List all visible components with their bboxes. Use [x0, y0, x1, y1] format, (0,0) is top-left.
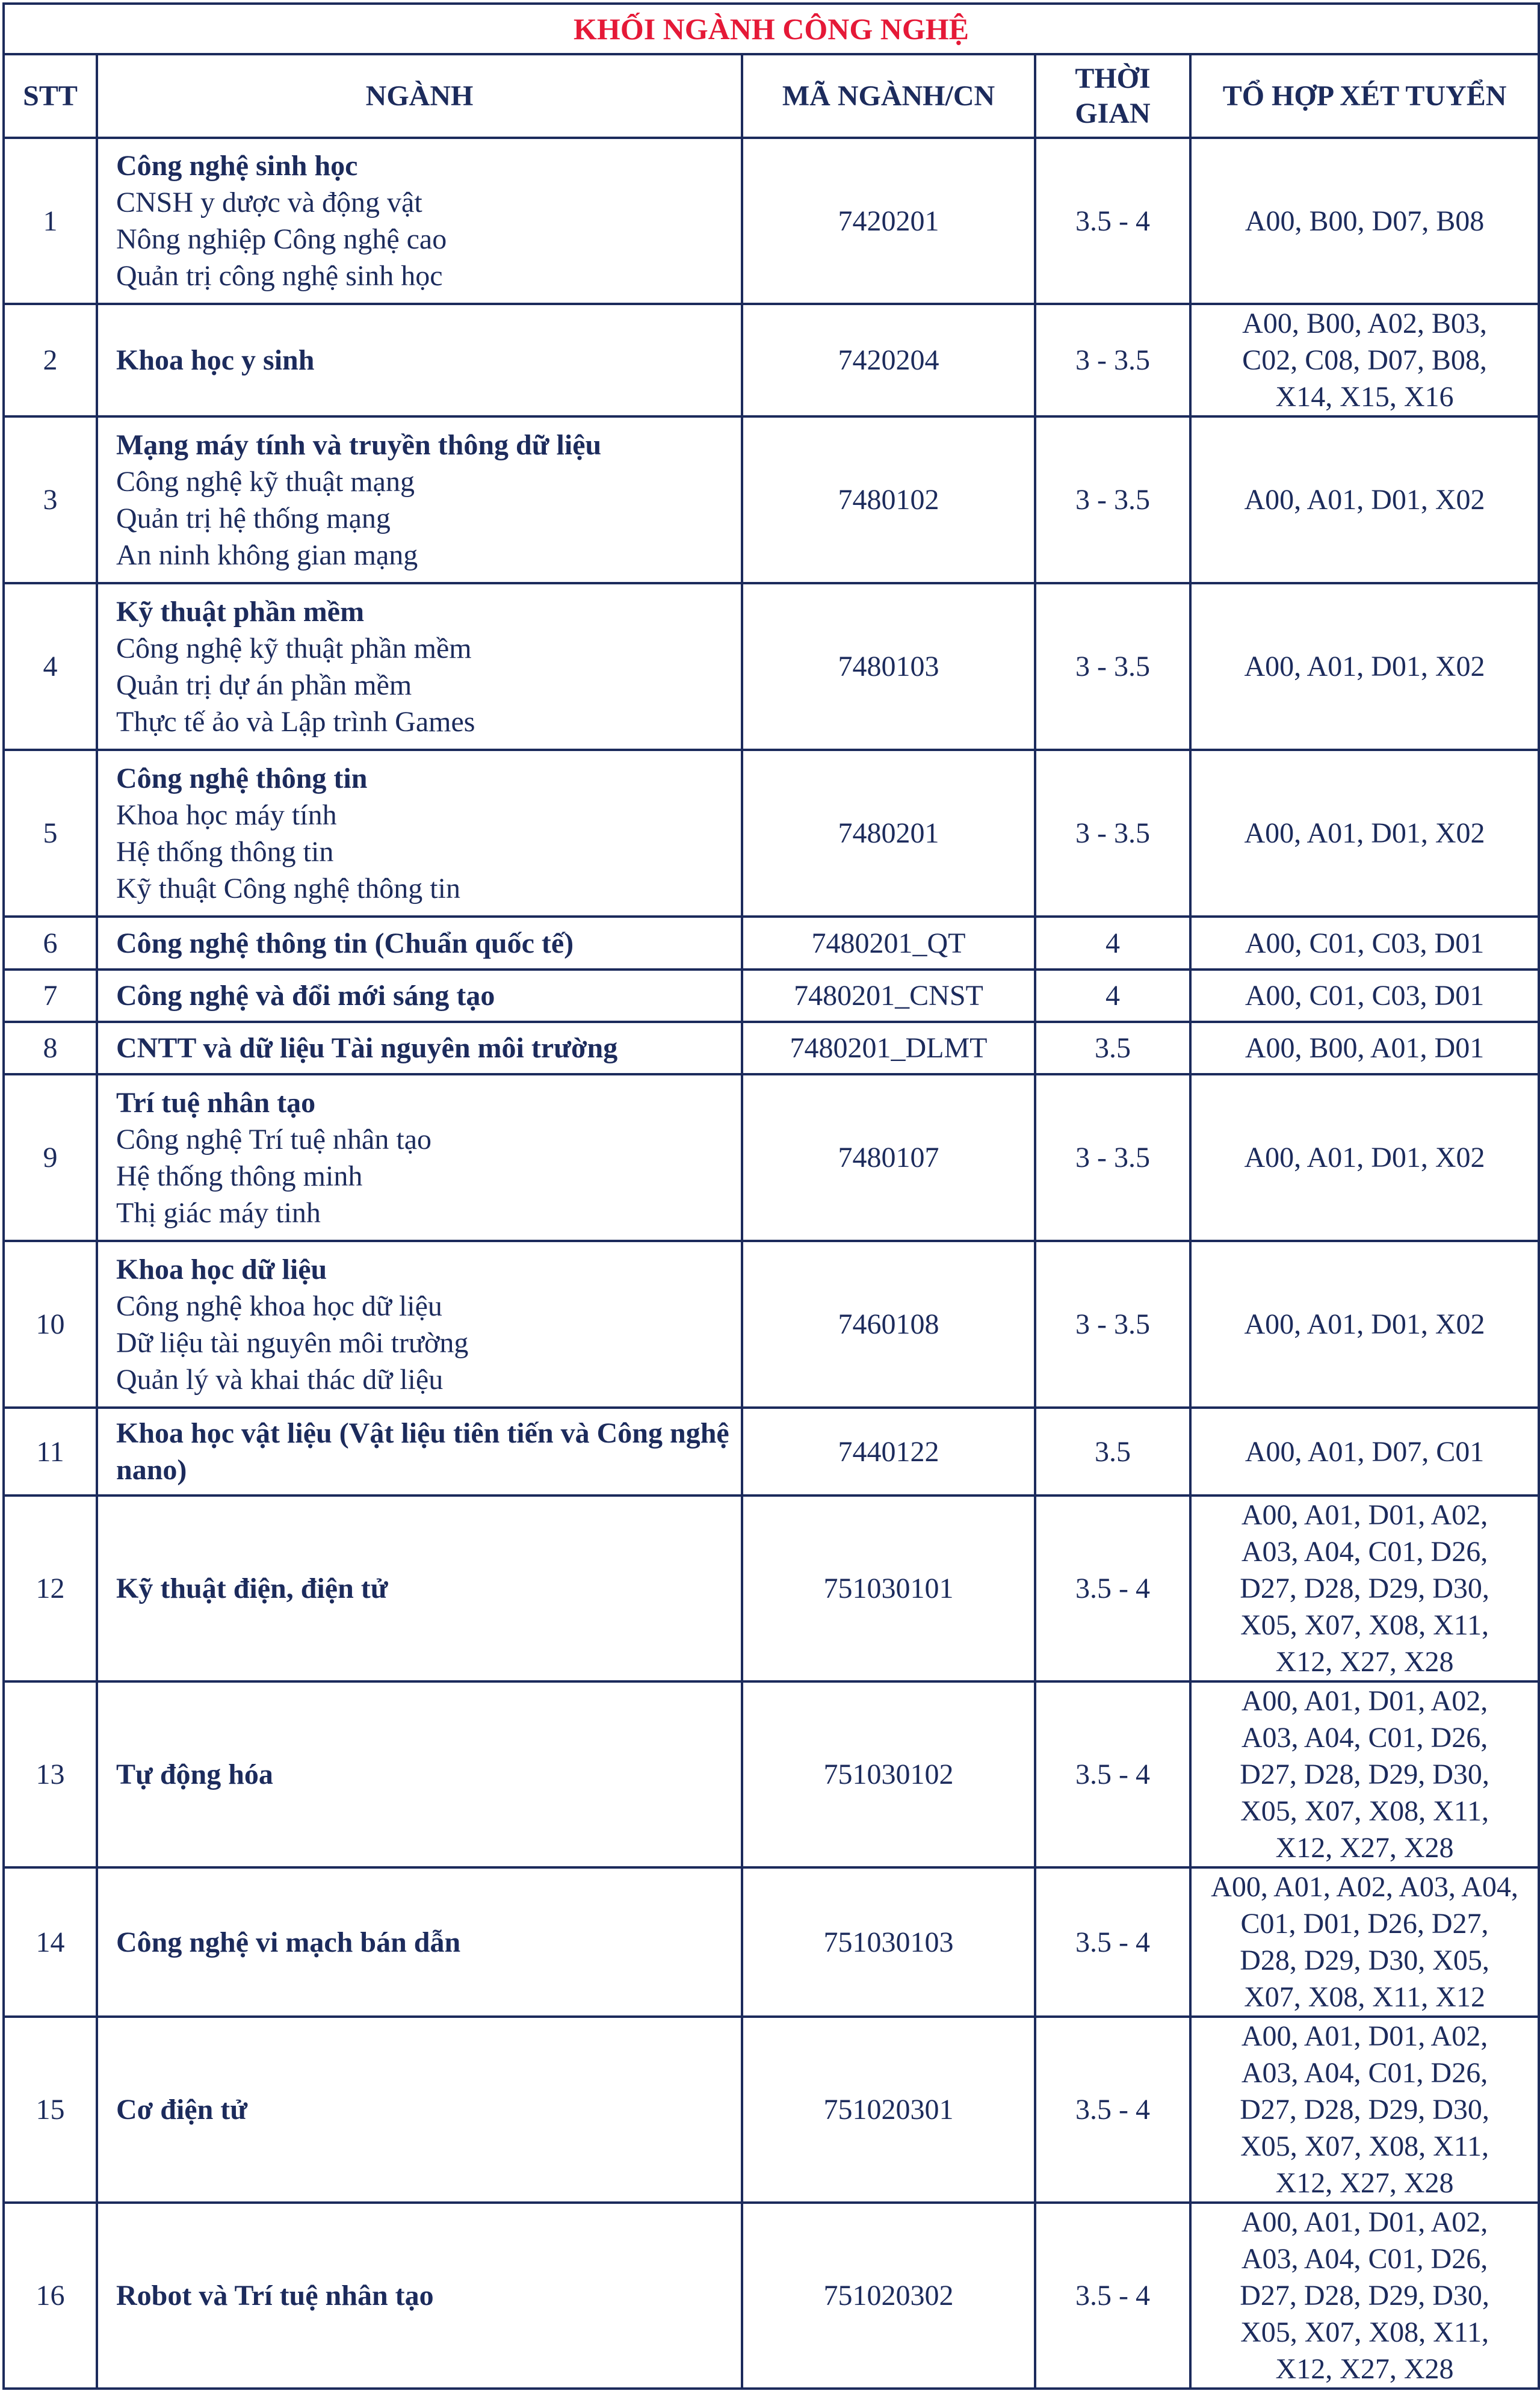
to-hop-line: A00, B00, A01, D01	[1245, 1032, 1485, 1064]
to-hop-line: D28, D29, D30, X05,	[1240, 1944, 1489, 1976]
header-thoi-gian	[1035, 54, 1190, 138]
cell-nganh	[97, 1022, 742, 1074]
nganh-specialization: Công nghệ khoa học dữ liệu	[116, 1290, 442, 1322]
cell-stt: 15	[4, 2017, 97, 2203]
cell-nganh	[97, 750, 742, 917]
header-to-hop: TỔ HỢP XÉT TUYỂN	[1190, 54, 1539, 138]
to-hop-line: C01, D01, D26, D27,	[1240, 1908, 1489, 1940]
nganh-title: Khoa học y sinh	[116, 344, 315, 376]
to-hop-line: D27, D28, D29, D30,	[1240, 1573, 1489, 1604]
cell-thoi-gian: 3.5 - 4	[1035, 138, 1190, 304]
cell-nganh	[97, 583, 742, 750]
cell-nganh	[97, 970, 742, 1022]
to-hop-line: X05, X07, X08, X11,	[1240, 2130, 1489, 2162]
table-row	[4, 1022, 1539, 1074]
table-body	[4, 138, 1539, 2389]
cell-to-hop	[1190, 1867, 1539, 2017]
cell-stt: 9	[4, 1074, 97, 1241]
nganh-title: Mạng máy tính và truyền thông dữ liệu	[116, 428, 602, 461]
to-hop-line: A00, A01, D07, C01	[1245, 1435, 1485, 1468]
admission-table	[2, 2, 1540, 2390]
nganh-specialization: Quản trị hệ thống mạng	[116, 502, 391, 534]
cell-thoi-gian: 3 - 3.5	[1035, 304, 1190, 416]
cell-nganh	[97, 416, 742, 583]
nganh-title: Khoa học dữ liệu	[116, 1253, 327, 1285]
cell-thoi-gian: 3 - 3.5	[1035, 1241, 1190, 1408]
nganh-specialization: Quản lý và khai thác dữ liệu	[116, 1363, 444, 1396]
cell-stt: 12	[4, 1496, 97, 1681]
to-hop-line: A00, A01, D01, X02	[1244, 817, 1485, 849]
to-hop-line: X05, X07, X08, X11,	[1240, 2316, 1489, 2348]
cell-ma-nganh: 751020302	[742, 2203, 1035, 2389]
cell-to-hop	[1190, 1681, 1539, 1867]
cell-to-hop	[1190, 2017, 1539, 2203]
nganh-specialization: Hệ thống thông tin	[116, 835, 334, 868]
cell-nganh	[97, 1074, 742, 1241]
to-hop-line: X12, X27, X28	[1275, 2167, 1454, 2199]
to-hop-line: A00, A01, A02, A03, A04,	[1211, 1871, 1518, 1903]
cell-nganh	[97, 917, 742, 970]
table-row	[4, 2203, 1539, 2389]
cell-stt: 11	[4, 1408, 97, 1496]
nganh-specialization: Hệ thống thông minh	[116, 1160, 363, 1192]
cell-thoi-gian: 3.5 - 4	[1035, 1867, 1190, 2017]
nganh-specialization: CNSH y dược và động vật	[116, 187, 422, 218]
header-thoi-gian-line1: THỜI	[1075, 62, 1151, 94]
cell-thoi-gian: 3.5	[1035, 1022, 1190, 1074]
cell-to-hop	[1190, 138, 1539, 304]
cell-stt: 2	[4, 304, 97, 416]
cell-ma-nganh: 751030102	[742, 1681, 1035, 1867]
cell-thoi-gian: 4	[1035, 970, 1190, 1022]
nganh-title: Kỹ thuật điện, điện tử	[116, 1573, 388, 1604]
cell-ma-nganh: 7480201_DLMT	[742, 1022, 1035, 1074]
cell-nganh	[97, 2017, 742, 2203]
cell-ma-nganh: 751020301	[742, 2017, 1035, 2203]
table-row	[4, 970, 1539, 1022]
cell-nganh	[97, 1496, 742, 1681]
nganh-specialization: Thực tế ảo và Lập trình Games	[116, 705, 475, 738]
cell-thoi-gian: 3.5 - 4	[1035, 1496, 1190, 1681]
table-row	[4, 917, 1539, 970]
to-hop-line: A00, B00, D07, B08	[1245, 205, 1485, 237]
cell-thoi-gian: 3 - 3.5	[1035, 416, 1190, 583]
nganh-title: Kỹ thuật phần mềm	[116, 595, 365, 628]
to-hop-line: A03, A04, C01, D26,	[1241, 2057, 1488, 2089]
to-hop-line: X12, X27, X28	[1275, 2353, 1454, 2385]
nganh-title: Công nghệ và đổi mới sáng tạo	[116, 980, 495, 1012]
cell-nganh	[97, 1241, 742, 1408]
to-hop-line: X12, X27, X28	[1275, 1646, 1454, 1678]
nganh-title: Khoa học vật liệu (Vật liệu tiên tiến và Công nghệ nano)	[116, 1417, 729, 1486]
nganh-specialization: Quản trị dự án phần mềm	[116, 669, 412, 701]
to-hop-line: D27, D28, D29, D30,	[1240, 1758, 1489, 1790]
cell-stt: 16	[4, 2203, 97, 2389]
to-hop-line: X05, X07, X08, X11,	[1240, 1609, 1489, 1641]
cell-stt: 10	[4, 1241, 97, 1408]
cell-thoi-gian: 3 - 3.5	[1035, 583, 1190, 750]
cell-stt: 6	[4, 917, 97, 970]
nganh-specialization: Quản trị công nghệ sinh học	[116, 260, 443, 292]
cell-stt: 5	[4, 750, 97, 917]
cell-ma-nganh: 7480102	[742, 416, 1035, 583]
cell-to-hop	[1190, 583, 1539, 750]
cell-to-hop	[1190, 416, 1539, 583]
to-hop-line: A00, A01, D01, A02,	[1241, 2206, 1488, 2238]
to-hop-line: A00, A01, D01, A02,	[1241, 1685, 1488, 1717]
nganh-title: Tự động hóa	[116, 1758, 273, 1790]
cell-stt: 1	[4, 138, 97, 304]
cell-thoi-gian: 3 - 3.5	[1035, 750, 1190, 917]
cell-stt: 3	[4, 416, 97, 583]
table-row	[4, 138, 1539, 304]
header-thoi-gian-line2: GIAN	[1075, 97, 1151, 129]
cell-nganh	[97, 1681, 742, 1867]
table-row	[4, 1074, 1539, 1241]
nganh-specialization: An ninh không gian mạng	[116, 539, 418, 571]
cell-to-hop	[1190, 1496, 1539, 1681]
cell-nganh	[97, 138, 742, 304]
header-ma-nganh: MÃ NGÀNH/CN	[742, 54, 1035, 138]
to-hop-line: A00, A01, D01, A02,	[1241, 1499, 1488, 1531]
cell-stt: 7	[4, 970, 97, 1022]
cell-thoi-gian: 3.5	[1035, 1408, 1190, 1496]
cell-nganh	[97, 1408, 742, 1496]
to-hop-line: A00, A01, D01, X02	[1244, 1308, 1485, 1340]
cell-thoi-gian: 3.5 - 4	[1035, 2017, 1190, 2203]
nganh-title: Cơ điện tử	[116, 2094, 248, 2126]
cell-to-hop	[1190, 970, 1539, 1022]
nganh-title: Công nghệ vi mạch bán dẫn	[116, 1926, 461, 1958]
table-row	[4, 583, 1539, 750]
cell-to-hop	[1190, 2203, 1539, 2389]
to-hop-line: A03, A04, C01, D26,	[1241, 1536, 1488, 1568]
to-hop-line: X14, X15, X16	[1275, 381, 1454, 413]
cell-nganh	[97, 2203, 742, 2389]
table-row	[4, 2017, 1539, 2203]
cell-thoi-gian: 4	[1035, 917, 1190, 970]
cell-to-hop	[1190, 304, 1539, 416]
nganh-specialization: Thị giác máy tinh	[116, 1196, 321, 1229]
table-row	[4, 304, 1539, 416]
to-hop-line: X05, X07, X08, X11,	[1240, 1795, 1489, 1827]
table-row	[4, 750, 1539, 917]
to-hop-line: X12, X27, X28	[1275, 1832, 1454, 1864]
to-hop-line: D27, D28, D29, D30,	[1240, 2280, 1489, 2312]
table-row	[4, 1408, 1539, 1496]
cell-ma-nganh: 7460108	[742, 1241, 1035, 1408]
cell-stt: 14	[4, 1867, 97, 2017]
cell-ma-nganh: 7480201_QT	[742, 917, 1035, 970]
cell-ma-nganh: 7440122	[742, 1408, 1035, 1496]
nganh-title: CNTT và dữ liệu Tài nguyên môi trường	[116, 1032, 618, 1064]
cell-ma-nganh: 7480201	[742, 750, 1035, 917]
nganh-specialization: Dữ liệu tài nguyên môi trường	[116, 1326, 469, 1359]
cell-to-hop	[1190, 917, 1539, 970]
to-hop-line: A03, A04, C01, D26,	[1241, 2243, 1488, 2275]
cell-to-hop	[1190, 1241, 1539, 1408]
nganh-specialization: Kỹ thuật Công nghệ thông tin	[116, 872, 460, 905]
cell-stt: 13	[4, 1681, 97, 1867]
nganh-specialization: Công nghệ Trí tuệ nhân tạo	[116, 1123, 431, 1155]
title-row	[4, 4, 1539, 54]
nganh-title: Công nghệ sinh học	[116, 150, 358, 182]
to-hop-line: A00, A01, D01, A02,	[1241, 2020, 1488, 2052]
admission-table-container	[2, 2, 1538, 2390]
table-row	[4, 1681, 1539, 1867]
nganh-specialization: Nông nghiệp Công nghệ cao	[116, 223, 447, 255]
nganh-specialization: Công nghệ kỹ thuật mạng	[116, 465, 415, 498]
table-row	[4, 1496, 1539, 1681]
nganh-title: Công nghệ thông tin	[116, 762, 368, 794]
cell-thoi-gian: 3 - 3.5	[1035, 1074, 1190, 1241]
to-hop-line: A00, C01, C03, D01	[1245, 980, 1485, 1012]
to-hop-line: A00, A01, D01, X02	[1244, 1142, 1485, 1174]
to-hop-line: X07, X08, X11, X12	[1244, 1981, 1485, 2013]
cell-to-hop	[1190, 1074, 1539, 1241]
table-row	[4, 1241, 1539, 1408]
cell-nganh	[97, 1867, 742, 2017]
cell-ma-nganh: 7480103	[742, 583, 1035, 750]
header-stt: STT	[4, 54, 97, 138]
cell-thoi-gian: 3.5 - 4	[1035, 1681, 1190, 1867]
nganh-title: Trí tuệ nhân tạo	[116, 1086, 316, 1119]
to-hop-line: A03, A04, C01, D26,	[1241, 1722, 1488, 1754]
nganh-title: Robot và Trí tuệ nhân tạo	[116, 2280, 434, 2312]
to-hop-line: A00, A01, D01, X02	[1244, 484, 1485, 516]
to-hop-line: A00, C01, C03, D01	[1245, 927, 1485, 959]
cell-ma-nganh: 7480201_CNST	[742, 970, 1035, 1022]
cell-nganh	[97, 304, 742, 416]
nganh-specialization: Khoa học máy tính	[116, 799, 337, 831]
to-hop-line: A00, A01, D01, X02	[1244, 651, 1485, 682]
to-hop-line: D27, D28, D29, D30,	[1240, 2094, 1489, 2126]
nganh-specialization: Công nghệ kỹ thuật phần mềm	[116, 632, 472, 664]
cell-stt: 8	[4, 1022, 97, 1074]
table-row	[4, 1867, 1539, 2017]
cell-ma-nganh: 7420201	[742, 138, 1035, 304]
cell-stt: 4	[4, 583, 97, 750]
cell-ma-nganh: 7420204	[742, 304, 1035, 416]
cell-ma-nganh: 751030101	[742, 1496, 1035, 1681]
cell-thoi-gian: 3.5 - 4	[1035, 2203, 1190, 2389]
to-hop-line: C02, C08, D07, B08,	[1242, 344, 1487, 376]
cell-ma-nganh: 751030103	[742, 1867, 1035, 2017]
header-nganh: NGÀNH	[97, 54, 742, 138]
table-row	[4, 416, 1539, 583]
cell-to-hop	[1190, 1022, 1539, 1074]
table-title: KHỐI NGÀNH CÔNG NGHỆ	[4, 4, 1539, 54]
nganh-title: Công nghệ thông tin (Chuẩn quốc tế)	[116, 927, 574, 959]
to-hop-line: A00, B00, A02, B03,	[1242, 308, 1487, 339]
cell-ma-nganh: 7480107	[742, 1074, 1035, 1241]
cell-to-hop	[1190, 750, 1539, 917]
header-row	[4, 54, 1539, 138]
cell-to-hop	[1190, 1408, 1539, 1496]
